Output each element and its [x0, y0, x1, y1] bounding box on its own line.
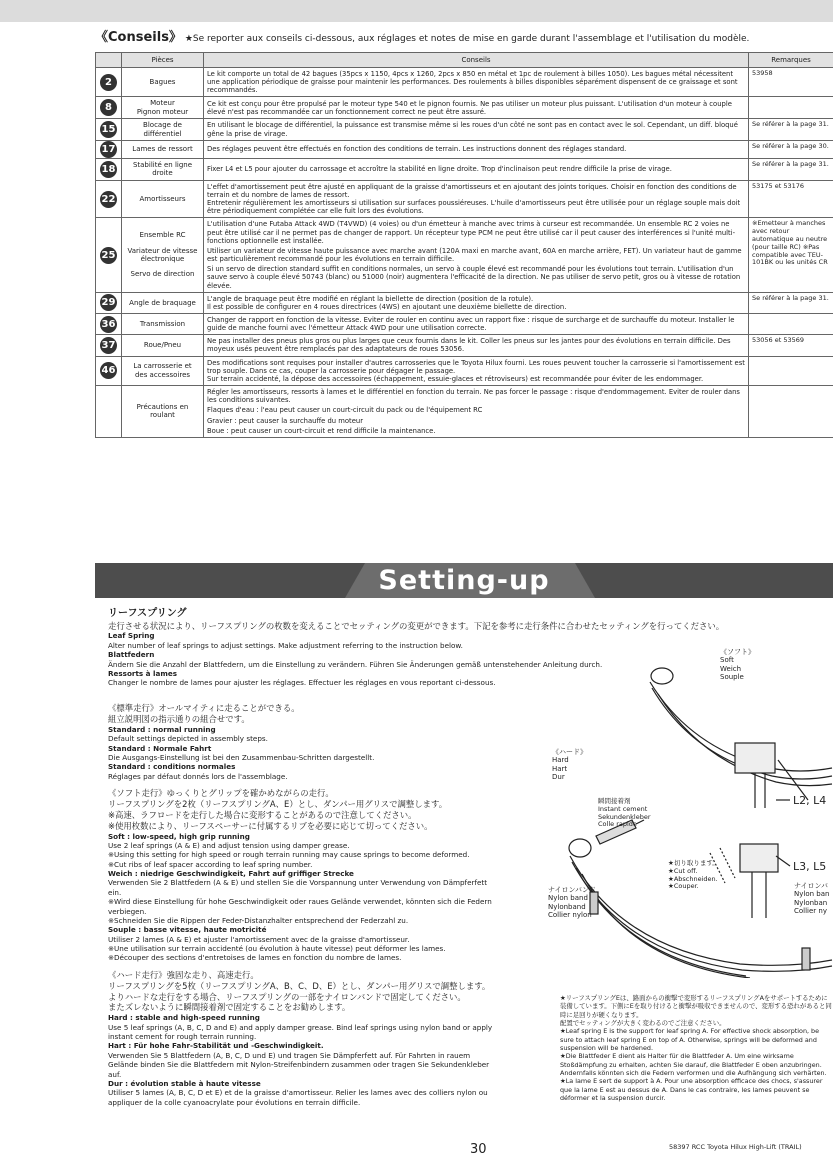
piece-name: Ensemble RC — [139, 231, 186, 240]
leaf-spring-en-title: Leaf Spring — [108, 631, 155, 641]
conseil-text: Fixer L4 et L5 pour ajouter du carrossage et accroître la stabilité en ligne droite. Trop d'inclinaison peut rendre difficile la prise de virage. — [207, 165, 672, 174]
piece-name: droite — [152, 169, 173, 178]
leaf-spring-jp-text: 走行させる状況により、リーフスプリングの枚数を変えることでセッティングの変更ができます。下記を参考に走行条件に合わせたセッティングを行ってください。 — [108, 620, 725, 631]
step-number-cell — [96, 218, 122, 292]
header-remarques: Remarques — [749, 53, 833, 68]
conseil-text: Ce kit est conçu pour être propulsé par le moteur type 540 et le pignon fournis. Ne pas utiliser un moteur plus puissant. L'utilisation d'un moteur à couple élevé n'est pas recommandée car un fonctionnement correct ne peut être assuré. — [207, 99, 732, 116]
nylon-band-label-right: ナイロンバ Nylon ban Nylonban Collier ny — [794, 882, 830, 916]
remarques-cell: Se référer à la page 31. — [749, 292, 833, 313]
remarques-cell: Se référer à la page 31. — [749, 119, 833, 141]
leaf-spring-en-text: Alter number of leaf springs to adjust settings. Make adjustment referring to the instruction below. — [108, 640, 463, 650]
setting-line: ※高速、ラフロードを走行した場合に変形することがあるので注意してください。 — [108, 809, 417, 820]
setting-block — [108, 970, 498, 1107]
conseil-text: Boue : peut causer un court-circuit et rend difficile la maintenance. — [207, 426, 436, 435]
conseils-cell — [204, 97, 749, 119]
conseil-text: Des réglages peuvent être effectués en fonction des conditions de terrain. Les instructions donnent des réglages standard. — [207, 145, 627, 154]
remarques-cell: 53175 et 53176 — [749, 180, 833, 218]
setting-line: Default settings depicted in assembly steps. — [108, 734, 268, 744]
step-number-badge: 46 — [100, 362, 117, 379]
step-number-badge: 22 — [100, 191, 117, 208]
top-strip — [0, 0, 833, 22]
table-body — [96, 68, 833, 438]
pieces-cell — [122, 119, 204, 141]
step-number-cell — [96, 159, 122, 181]
leaf-spring-fr-text: Changer le nombre de lames pour ajuster les réglages. Effectuer les réglages en vous reportant ci-dessous. — [108, 678, 496, 688]
pieces-cell — [122, 218, 204, 292]
setting-line: ※使用枚数により、リーフスペーサーに付属するリブを必要に応じて切ってください。 — [108, 820, 433, 831]
setting-block — [108, 788, 498, 963]
pieces-cell — [122, 180, 204, 218]
conseil-text: Utiliser un variateur de vitesse haute puissance avec marche avant (120A maxi en marche avant, 60A en marche arrière, FET). Un variateur haut de gamme est particulièrement recommandé pour les évolutions en terrain difficile. — [207, 246, 742, 264]
l3-l5-label: L3, L5 — [793, 860, 827, 873]
setting-line: ※Cut ribs of leaf spacer according to leaf spring number. — [108, 859, 313, 869]
setting-line: Use 5 leaf springs (A, B, C, D and E) and apply damper grease. Bind leaf springs using nylon band or apply instant cement for rough terrain running. — [108, 1022, 493, 1042]
setting-line: 組立説明図の指示通りの組合せです。 — [108, 713, 250, 724]
conseil-text: Le kit comporte un total de 42 bagues (35pcs x 1150, 4pcs x 1260, 2pcs x 850 en métal et 1pc de roulement à billes 1050). Les bagues métal nécessitent une application périodique de graisse pour maintenir les performances. Des roulements à billes disponibles séparément dispensent de ce graissage et sont recommandés. — [207, 70, 738, 95]
step-number-cell — [96, 141, 122, 159]
table-row — [96, 335, 833, 356]
conseils-table — [95, 52, 833, 438]
setting-line: またズレないように瞬間接着剤で固定することをお勧めします。 — [108, 1002, 351, 1013]
conseil-text: Ne pas installer des pneus plus gros ou plus larges que ceux fournis dans le kit. Coller les pneus sur les jantes pour des évolutions en terrain difficile. Des moyeux usés peuvent être remplacés par des adaptateurs de roues 53056. — [207, 337, 731, 354]
conseil-text: Il est possible de configurer en 4 roues directrices (4WS) en ajoutant une deuxième biellette de direction. — [207, 302, 567, 311]
pieces-cell — [122, 356, 204, 385]
table-row — [96, 141, 833, 159]
step-number-badge: 8 — [100, 99, 117, 116]
setting-line: Hart : Für hohe Fahr-Stabilität und -Geschwindigkeit. — [108, 1041, 324, 1051]
piece-name: Stabilité en ligne — [132, 161, 193, 170]
conseil-text: Si un servo de direction standard suffit en conditions normales, un servo à couple élevé est recommandé pour les évolutions tout terrain. L'utilisation d'un sauve servo à couple élevé 50743 (blanc) ou 51000 (noir) augmentera l'efficacité de la direction. Ne pas utiliser de servo petit, gros ou à vitesse de rotation élevée. — [207, 265, 741, 290]
conseil-text: Entretenir régulièrement les amortisseurs si utilisation sur surfaces poussiéreuses. L'huile d'amortisseurs peut être utilisée pour un réglage souple mais doit être périodiquement complétée car elle fuit lors des évolutions. — [207, 199, 741, 216]
step-number-cell — [96, 292, 122, 313]
conseil-text: L'effet d'amortissement peut être ajusté en appliquant de la graisse d'amortisseurs et en ajoutant des joints toriques. Choisir en fonction des conditions de terrain et du nombre de lames de ressort. — [207, 182, 737, 199]
remarques-cell: 53056 et 53569 — [749, 335, 833, 356]
pieces-cell — [122, 335, 204, 356]
table-row — [96, 97, 833, 119]
conseils-cell — [204, 119, 749, 141]
piece-name: roulant — [150, 411, 175, 420]
pieces-cell — [122, 292, 204, 313]
conseil-text: L'utilisation d'une Futaba Attack 4WD (T4VWD) (4 voies) ou d'un émetteur à manche avec trims à curseur est recommandée. Un ensemble RC 2 voies ne peut être utilisé car il ne permet pas de changer de rapport. Un récepteur type PCM ne peut être utilisé car il peut causer des interférences si l'unité multi-fonctions optionnelle est installée. — [207, 220, 736, 245]
piece-name: Blocage de — [143, 121, 182, 130]
conseils-cell — [204, 335, 749, 356]
page-number: 30 — [470, 1142, 487, 1157]
leaf-spring-drawing — [540, 648, 833, 978]
piece-name: Bagues — [149, 78, 176, 87]
soft-label: 《ソフト》 Soft Weich Souple — [720, 648, 755, 682]
setting-line: Standard : conditions normales — [108, 762, 236, 772]
setting-line: Souple : basse vitesse, haute motricité — [108, 925, 267, 935]
leaf-spring-fr-title: Ressorts à lames — [108, 668, 177, 678]
remarques-cell — [749, 386, 833, 438]
setting-up-title: Setting-up — [378, 565, 550, 596]
remarques-cell: 53958 — [749, 68, 833, 97]
step-number-badge: 29 — [100, 294, 117, 311]
piece-name: Variateur de vitesse électronique — [127, 246, 198, 264]
step-number-cell — [96, 97, 122, 119]
setting-line: ※Schneiden Sie die Rippen der Feder-Distanzhalter entsprechend der Federzahl zu. — [108, 915, 409, 925]
table-row — [96, 119, 833, 141]
piece-name: Amortisseurs — [139, 194, 186, 203]
setting-line: 《標準走行》オールマイティに走ることができる。 — [108, 703, 300, 713]
setting-line: ※Using this setting for high speed or rough terrain running may cause springs to become deformed. — [108, 850, 470, 860]
conseils-cell — [204, 141, 749, 159]
leaf-spring-jp-title: リーフスプリング — [108, 608, 187, 619]
remarques-cell: Se référer à la page 30. — [749, 141, 833, 159]
step-number-badge: 25 — [100, 247, 117, 264]
setting-line: 《ソフト走行》ゆっくりとグリップを確かめながらの走行。 — [108, 788, 334, 798]
setting-line: Standard : normal running — [108, 724, 216, 734]
setting-line: Verwenden Sie 5 Blattfedern (A, B, C, D und E) und tragen Sie Dämpferfett auf. Für Fahrten in rauem Gelände binden Sie die Blattfedern mit Nylon-Streifenbindern zusammen oder tragen Sie Sekundenkleber auf. — [108, 1050, 490, 1079]
conseil-text: Régler les amortisseurs, ressorts à lames et le différentiel en fonction du terrain. Ne pas forcer le passage : risque d'endommagement. Eviter de rouler dans les conditions suivantes. — [207, 388, 740, 405]
instant-cement-label: 瞬間接着剤 Instant cement Sekundenkleber Colle rapide — [598, 797, 651, 829]
conseils-subtitle: ★Se reporter aux conseils ci-dessous, aux réglages et notes de mise en garde durant l'assemblage et l'utilisation du modèle. — [184, 34, 750, 44]
conseils-cell — [204, 68, 749, 97]
header-pieces: Pièces — [122, 53, 204, 68]
leaf-spring-de-text: Ändern Sie die Anzahl der Blattfedern, um die Einstellung zu verändern. Führen Sie Änderungen gemäß untenstehender Anleitung durch. — [108, 659, 603, 669]
leaf-spring-illustration — [540, 648, 833, 978]
piece-name: Roue/Pneu — [143, 341, 182, 350]
conseil-text: Changer de rapport en fonction de la vitesse. Eviter de rouler en continu avec un rapport fixe : risque de surcharge et de surchauffe du moteur. Installer le guide de manche fourni avec l'émetteur Attack 4WD pour une utilisation correcte. — [207, 316, 735, 333]
piece-name: Angle de braquage — [129, 298, 196, 307]
step-number-cell — [96, 314, 122, 335]
piece-name: des accessoires — [134, 370, 191, 379]
setting-line: Soft : low-speed, high grip running — [108, 831, 250, 841]
conseil-text: En utilisant le blocage de différentiel, la puissance est transmise même si les roues d'un côté ne sont pas en contact avec le sol. Cependant, un diff. bloqué gêne la prise de virage. — [207, 121, 738, 138]
conseils-table-wrap — [95, 52, 833, 438]
setting-line: ※Découper des sections d'entretoises de lames en fonction du nombre de lames. — [108, 953, 402, 963]
table-row — [96, 292, 833, 313]
piece-name: Moteur — [150, 99, 175, 108]
conseil-text: Des modifications sont requises pour installer d'autres carrosseries que le Toyota Hilux fourni. Les roues peuvent toucher la carrosserie si l'amortissement est trop souple. Dans ce cas, couper la carrosserie pour dégager le passage. — [207, 358, 745, 375]
remarques-cell: ※Emetteur à manches avec retour automatique au neutre (pour taille RC) ※Pas compatible avec TEU-101BK ou les unités CR — [749, 218, 833, 292]
table-row — [96, 314, 833, 335]
remarques-cell: Se référer à la page 31. — [749, 159, 833, 181]
piece-name: Pignon moteur — [136, 107, 189, 116]
pieces-cell — [122, 68, 204, 97]
setting-up-banner — [95, 563, 833, 598]
setting-line: Use 2 leaf springs (A & E) and adjust tension using damper grease. — [108, 841, 350, 851]
remarques-cell — [749, 314, 833, 335]
step-number-badge: 15 — [100, 121, 117, 138]
conseils-cell — [204, 159, 749, 181]
step-number-cell — [96, 119, 122, 141]
hard-label: 《ハード》 Hard Hart Dur — [552, 748, 587, 782]
setting-line: Réglages par défaut donnés lors de l'assemblage. — [108, 771, 288, 781]
pieces-cell — [122, 97, 204, 119]
step-number-badge: 37 — [100, 337, 117, 354]
conseil-text: L'angle de braquage peut être modifié en réglant la biellette de direction (position de la rotule). — [207, 294, 534, 303]
setting-line: Die Ausgangs-Einstellung ist bei den Zusammenbau-Schritten dargestellt. — [108, 752, 375, 762]
table-row — [96, 68, 833, 97]
setting-line: よりハードな走行をする場合、リーフスプリングの一部をナイロンバンドで固定してください。 — [108, 991, 466, 1002]
step-number-cell — [96, 386, 122, 438]
piece-name: Transmission — [139, 319, 186, 328]
piece-name: La carrosserie et — [133, 362, 192, 371]
conseils-header — [95, 26, 833, 45]
conseils-cell — [204, 356, 749, 385]
setting-line: Utiliser 2 lames (A & E) et ajuster l'amortissement avec de la graisse d'amortisseur. — [108, 934, 410, 944]
nylon-band-label-left: ナイロンバンド Nylon band Nylonband Collier nylon — [548, 886, 597, 920]
setting-line: Utiliser 5 lames (A, B, C, D et E) et de la graisse d'amortisseur. Relier les lames avec des colliers nylon ou appliquer de la colle cyanoacrylate pour évolutions en terrain difficile. — [108, 1088, 488, 1107]
setting-line: ※Wird diese Einstellung für hohe Geschwindigkeit oder raues Gelände verwendet, könnten sich die Federn verbiegen. — [108, 897, 492, 916]
conseils-cell — [204, 292, 749, 313]
setting-line: リーフスプリングを5枚（リーフスプリングA、B、C、D、E）とし、ダンパー用グリスで調整します。 — [108, 980, 491, 991]
conseils-cell — [204, 386, 749, 438]
conseil-text: Sur terrain accidenté, la dépose des accessoires (échappement, essuie-glaces et rétroviseurs) est recommandée pour éviter de les endommager. — [207, 374, 704, 383]
header-conseils: Conseils — [204, 53, 749, 68]
pieces-cell — [122, 386, 204, 438]
setting-line: Dur : évolution stable à haute vitesse — [108, 1078, 261, 1088]
cut-off-label: ★切り取ります。 ★Cut off. ★Abschneiden. ★Couper. — [668, 859, 719, 891]
setting-line: ※Une utilisation sur terrain accidenté (ou évolution à haute vitesse) peut déformer les lames. — [108, 944, 446, 953]
step-number-badge: 18 — [100, 161, 117, 178]
header-num — [96, 53, 122, 68]
remarques-cell — [749, 356, 833, 385]
conseils-cell — [204, 218, 749, 292]
setting-line: Standard : Normale Fahrt — [108, 743, 212, 753]
setting-line: 《ハード走行》強固な走り、高速走行。 — [108, 969, 259, 980]
table-row — [96, 386, 833, 438]
conseil-text: Flaques d'eau : l'eau peut causer un court-circuit du pack ou de l'équipement RC — [207, 406, 483, 415]
setting-line: リーフスプリングを2枚（リーフスプリングA、E）とし、ダンパー用グリスで調整します。 — [108, 798, 448, 809]
piece-name: différentiel — [143, 129, 182, 138]
conseil-text: Gravier : peut causer la surchauffe du moteur — [207, 416, 364, 425]
piece-name: Lames de ressort — [132, 145, 193, 154]
step-number-badge: 2 — [100, 74, 117, 91]
table-row — [96, 159, 833, 181]
leaf-spring-e-note: ★リーフスプリングEは、路面からの衝撃で変形するリーフスプリングAをサポートするために装備しています。下側にEを取り付けると衝撃が吸収できませんので、変形する恐れがあると同時に足回りが硬くなります。 配置でセッティングが大きく変わるのでご注意ください。 ★Leaf spring E is the support for leaf spring A. For effective shock absorption, be sure to attach leaf spring E on top of A. Otherwise, springs will be deformed and suspension will be hardened. ★Die Blattfeder E dient als Halter für die Blattfeder A. Um eine wirksame Stoßdämpfung zu erhalten, achten Sie darauf, die Blattfeder E oben anzubringen. Andernfalls könnten sich die Federn verformen und die Aufhängung sich verhärten. ★La lame E sert de support à A. Pour une absorption efficace des chocs, s'assurer que la lame E est au dessus de A. Dans le cas contraire, les lames peuvent se déformer et la suspension durcir. — [560, 994, 832, 1102]
conseils-title: 《Conseils》 — [95, 30, 182, 45]
piece-name: Servo de direction — [130, 270, 195, 279]
pieces-cell — [122, 314, 204, 335]
table-row — [96, 218, 833, 292]
setting-block — [108, 703, 498, 781]
step-number-cell — [96, 180, 122, 218]
pieces-cell — [122, 159, 204, 181]
step-number-badge: 36 — [100, 316, 117, 333]
conseils-cell — [204, 180, 749, 218]
setting-line: Verwenden Sie 2 Blattfedern (A & E) und stellen Sie die Vorspannung unter Verwendung von Dämpferfett ein. — [108, 878, 488, 897]
piece-name: Précautions en — [136, 403, 189, 412]
pieces-cell — [122, 141, 204, 159]
remarques-cell — [749, 97, 833, 119]
step-number-cell — [96, 68, 122, 97]
setting-line: Weich : niedrige Geschwindigkeit, Fahrt auf griffiger Strecke — [108, 869, 354, 879]
table-row — [96, 180, 833, 218]
leaf-spring-de-title: Blattfedern — [108, 650, 155, 660]
table-row — [96, 356, 833, 385]
conseils-cell — [204, 314, 749, 335]
step-number-badge: 17 — [100, 141, 117, 158]
setting-sections — [108, 703, 498, 1107]
footer-model: 58397 RCC Toyota Hilux High-Lift (TRAIL) — [669, 1143, 802, 1151]
setting-line: Hard : stable and high-speed running — [108, 1013, 260, 1023]
l2-l4-label: L2, L4 — [793, 794, 827, 807]
step-number-cell — [96, 335, 122, 356]
table-header-row — [96, 53, 833, 68]
step-number-cell — [96, 356, 122, 385]
